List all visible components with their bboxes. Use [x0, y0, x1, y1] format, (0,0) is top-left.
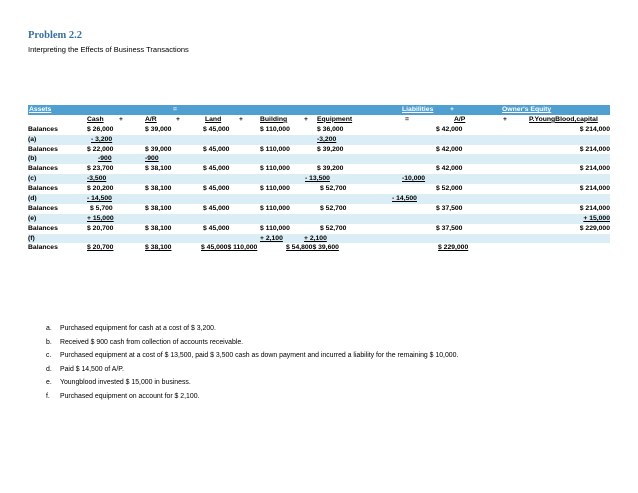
building-cell: $ 110,000 — [260, 185, 290, 193]
table-row — [28, 145, 610, 155]
cash-cell: -3,500 — [87, 175, 107, 183]
ar-cell: $ 38,100 — [145, 165, 172, 173]
ar-cell: $ 39,000 — [145, 125, 172, 133]
land-cell: $ 45,000 — [203, 125, 230, 133]
table-row — [28, 154, 610, 164]
cash-cell: $ 20,700 — [87, 224, 114, 232]
note-letter: b. — [46, 338, 52, 346]
table-row — [28, 204, 610, 214]
capital-cell: $ 214,000 — [579, 145, 610, 153]
table-row — [28, 135, 610, 145]
cash-cell: $ 22,000 — [87, 145, 114, 153]
ar-cell: $ 38,100 — [145, 224, 172, 232]
note-text: Purchased equipment on account for $ 2,100. — [60, 392, 200, 400]
building-cell: $ 110,000 — [260, 125, 290, 133]
equipment-cell: $ 52,700 — [320, 185, 347, 193]
equipment-cell: $ 52,700 — [320, 204, 347, 212]
building-cell: $ 110,000 — [260, 165, 290, 173]
row-label: (b) — [28, 155, 37, 163]
equipment-cell: $ 36,000 — [317, 125, 344, 133]
col-ap: A/P — [454, 115, 466, 123]
ap-cell: $ 37,500 — [436, 204, 463, 212]
note-letter: f. — [46, 392, 50, 400]
cash-cell: - 14,500 — [87, 195, 112, 203]
table-row — [28, 174, 610, 184]
row-label: (d) — [28, 195, 37, 203]
row-label: (a) — [28, 135, 37, 143]
ap-cell: $ 52,000 — [436, 185, 463, 193]
table-row — [28, 234, 610, 244]
note-letter: e. — [46, 379, 52, 387]
assets-header: Assets — [29, 106, 52, 113]
building-cell: $ 110,000 — [260, 204, 290, 212]
col-plus: + — [304, 115, 308, 123]
row-label: Balances — [28, 125, 58, 133]
note-text: Paid $ 14,500 of A/P. — [60, 365, 124, 373]
note-letter: a. — [46, 325, 52, 332]
capital-cell: $ 229,000 — [579, 224, 610, 232]
capital-cell: $ 214,000 — [579, 125, 610, 133]
ar-cell: -900 — [145, 155, 159, 163]
equipment-cell: $ 39,200 — [317, 145, 344, 153]
cash-cell: $ 5,700 — [90, 204, 113, 212]
ap-cell: -10,000 — [402, 175, 426, 183]
note-text: Youngblood invested $ 15,000 in business. — [60, 379, 191, 387]
note-text: Purchased equipment at a cost of $ 13,500, paid $ 3,500 cash as down payment and incurred a liability for the remaining $ 10,000. — [60, 352, 459, 360]
cash-cell: $ 23,700 — [87, 165, 114, 173]
capital-cell: + 15,000 — [583, 214, 610, 222]
note-letter: c. — [46, 352, 52, 360]
land-cell: $ 45,000 — [203, 145, 230, 153]
cash-cell: $ 20,200 — [87, 185, 114, 193]
cash-cell: $ 20,700 — [87, 244, 114, 252]
row-label: Balances — [28, 204, 58, 212]
capital-cell: $ 214,000 — [579, 165, 610, 173]
col-plus: + — [176, 115, 180, 123]
page-title: Problem 2.2 — [28, 30, 83, 41]
cash-cell: $ 26,000 — [87, 125, 114, 133]
land-building-cell: $ 45,000$ 110,000 — [201, 244, 258, 252]
ap-cell: $ 42,000 — [436, 125, 463, 133]
note-text: Received $ 900 cash from collection of accounts receivable. — [60, 338, 244, 346]
row-label: Balances — [28, 165, 58, 173]
table-row — [28, 243, 610, 253]
total-cell: $ 229,000 — [438, 244, 469, 252]
table-row — [28, 184, 610, 194]
ar-cell: $ 38,100 — [145, 244, 172, 252]
row-label: Balances — [28, 145, 58, 153]
equipment-cell: $ 52,700 — [320, 224, 347, 232]
col-plus: + — [119, 115, 123, 123]
col-equals: = — [405, 115, 409, 123]
row-label: (f) — [28, 234, 35, 242]
row-label: Balances — [28, 244, 58, 252]
building-cell: $ 110,000 — [260, 145, 290, 153]
table-header-row — [28, 105, 610, 115]
land-cell: $ 45,000 — [203, 185, 230, 193]
ap-cell: - 14,500 — [392, 195, 417, 203]
table-row — [28, 164, 610, 174]
equals-header: = — [173, 106, 177, 113]
ap-cell: $ 42,000 — [436, 145, 463, 153]
table-row — [28, 125, 610, 135]
cash-cell: -900 — [98, 155, 112, 163]
building-cell: + 2,100 — [260, 234, 283, 242]
ap-cell: $ 37,500 — [436, 224, 463, 232]
ar-cell: $ 39,000 — [145, 145, 172, 153]
ap-cell: $ 42,000 — [436, 165, 463, 173]
owners-equity-header: Owner's Equity — [502, 106, 552, 113]
transactions-table — [28, 105, 610, 253]
col-ar: A/R — [145, 115, 157, 123]
building-cell: $ 110,000 — [260, 224, 290, 232]
col-plus: + — [239, 115, 243, 123]
col-capital: P.YoungBlood,capital — [529, 115, 598, 123]
table-row — [28, 194, 610, 204]
row-label: (e) — [28, 214, 37, 222]
page-subtitle: Interpreting the Effects of Business Transactions — [28, 45, 189, 54]
column-header-row — [28, 115, 610, 125]
note-letter: d. — [46, 365, 52, 373]
capital-cell: $ 214,000 — [579, 204, 610, 212]
table-row — [28, 214, 610, 224]
col-land: Land — [205, 115, 222, 123]
col-plus: + — [503, 115, 507, 123]
note-text: Purchased equipment for cash at a cost of $ 3,200. — [60, 325, 216, 332]
col-building: Building — [260, 115, 288, 123]
ar-cell: $ 38,100 — [145, 185, 172, 193]
row-label: (c) — [28, 175, 37, 183]
col-equipment: Equipment — [317, 115, 353, 123]
row-label: Balances — [28, 185, 58, 193]
capital-cell: $ 214,000 — [579, 185, 610, 193]
ar-cell: $ 38,100 — [145, 204, 172, 212]
row-label: Balances — [28, 224, 58, 232]
col-cash: Cash — [87, 115, 104, 123]
equipment-cell: $ 39,200 — [317, 165, 344, 173]
land-cell: $ 45,000 — [203, 204, 230, 212]
cash-cell: + 15,000 — [87, 214, 114, 222]
equipment-cell: -3,200 — [317, 135, 337, 143]
table-row — [28, 224, 610, 234]
land-cell: $ 45,000 — [203, 224, 230, 232]
liabilities-plus: + — [450, 106, 454, 113]
land-cell: $ 45,000 — [203, 165, 230, 173]
equipment-cell: + 2,100 — [304, 234, 327, 242]
liabilities-header: Liabilities — [402, 106, 434, 113]
equipment-total-cell: $ 54,800$ 39,600 — [286, 244, 339, 252]
cash-cell: - 3,200 — [91, 135, 113, 143]
equipment-cell: - 13,500 — [305, 175, 330, 183]
